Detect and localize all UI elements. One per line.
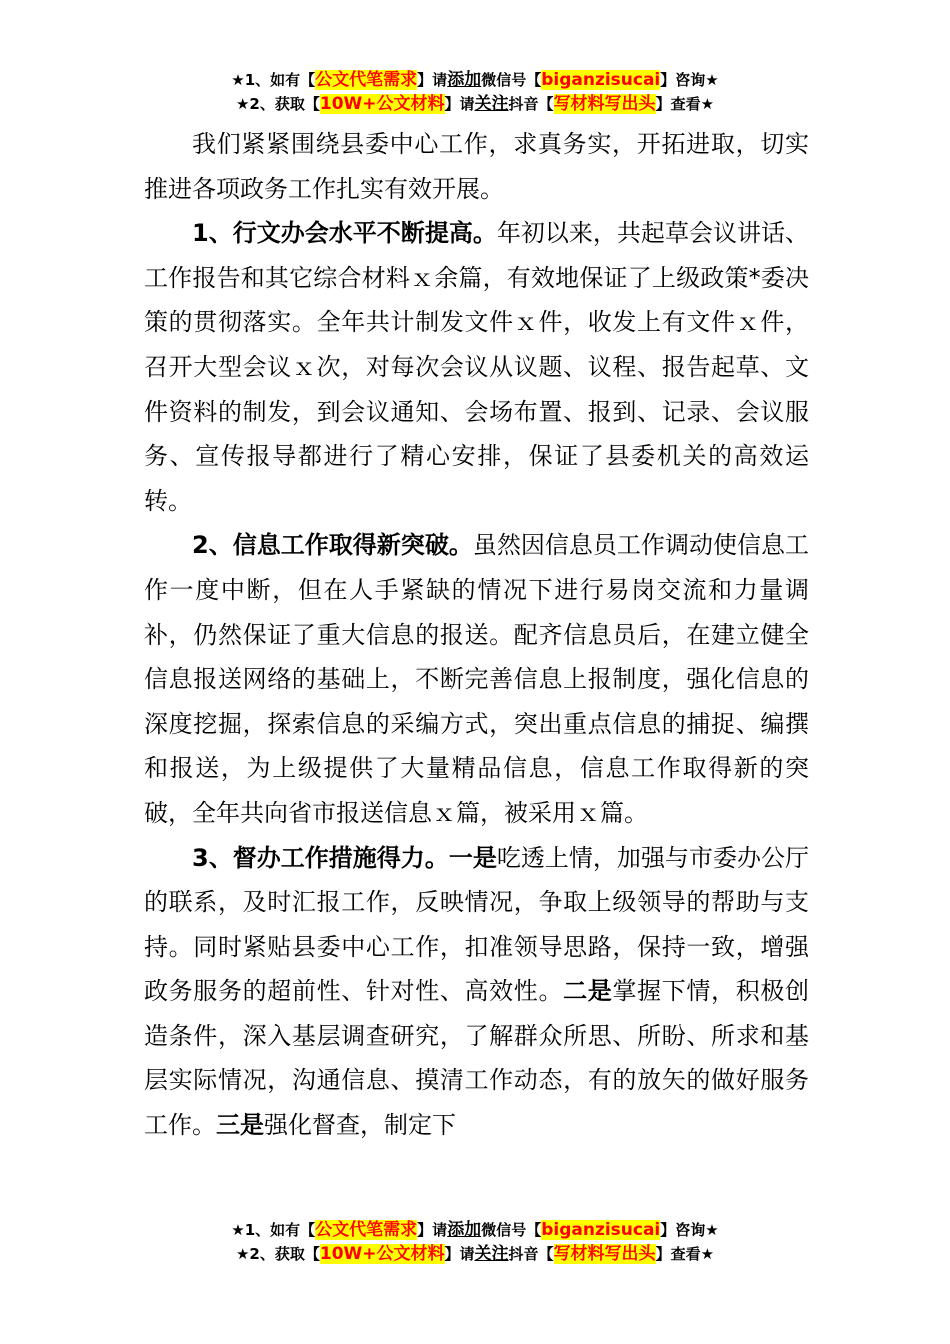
banner-text: ★1、如有【 bbox=[231, 1221, 316, 1239]
footer-banner bbox=[0, 1218, 950, 1266]
banner-highlight: biganzisucai bbox=[541, 1220, 661, 1240]
banner-text: 微信号【 bbox=[481, 1221, 542, 1239]
intro-paragraph: 我们紧紧围绕县委中心工作，求真务实，开拓进取，切实推进各项政务工作扎实有效开展。 bbox=[144, 130, 809, 203]
paragraph-text: 虽然因信息员工作调动使信息工作一度中断，但在人手紧缺的情况下进行易岗交流和力量调补，仍然保证了重大信息的报送。配齐信息员后，在建立健全信息报送网络的基础上，不断完善信息上报制度，强化信息的深度挖掘，探索信息的采编方式，突出重点信息的捕捉、编撰和报送，为上级提供了大量精品信息，信息工作取得新的突破，全年共向省市报送信息ｘ篇，被采用ｘ篇。 bbox=[144, 531, 809, 827]
banner-text: 】咨询★ bbox=[660, 71, 719, 89]
paragraph-2 bbox=[144, 523, 809, 835]
lead-phrase: 三是 bbox=[216, 1111, 264, 1140]
paragraph-heading: 3、督办工作措施得力。 bbox=[192, 843, 449, 872]
document-body bbox=[144, 122, 809, 1148]
banner-text: ★1、如有【 bbox=[231, 71, 316, 89]
paragraph-text: 吃透上情，加强与市委办公厅的联系，及时汇报工作，反映情况，争取上级领导的帮助与支持。同时紧贴县委中心工作，扣准领导思路，保持一致，增强政务服务的超前性、针对性、高效性。 bbox=[144, 843, 810, 1006]
paragraph-1 bbox=[144, 211, 809, 523]
paragraph-heading: 2、信息工作取得新突破。 bbox=[192, 531, 473, 560]
lead-phrase: 一是 bbox=[448, 843, 497, 872]
paragraph-3 bbox=[144, 836, 809, 1148]
banner-highlight: 10W+公文材料 bbox=[319, 94, 445, 114]
banner-highlight: 公文代笔需求 bbox=[315, 70, 418, 90]
paragraph-heading: 1、行文办会水平不断提高。 bbox=[192, 219, 497, 248]
banner-line-1 bbox=[0, 1218, 950, 1242]
banner-text: 微信号【 bbox=[481, 71, 542, 89]
banner-text: 】请 bbox=[417, 1221, 448, 1239]
banner-text: 】查看★ bbox=[655, 95, 715, 113]
banner-underline: 添加 bbox=[447, 70, 482, 90]
banner-highlight: biganzisucai bbox=[541, 70, 661, 90]
banner-line-2 bbox=[0, 1242, 950, 1266]
banner-text: 】查看★ bbox=[655, 1245, 715, 1263]
banner-line-1 bbox=[0, 68, 950, 92]
banner-text: 】咨询★ bbox=[660, 1221, 719, 1239]
banner-text: 】请 bbox=[444, 95, 475, 113]
banner-text: 】请 bbox=[444, 1245, 475, 1263]
lead-phrase: 二是 bbox=[563, 977, 613, 1006]
banner-text: 抖音【 bbox=[508, 1245, 554, 1263]
banner-highlight: 写材料写出头 bbox=[553, 1244, 656, 1264]
banner-text: ★2、获取【 bbox=[235, 1245, 320, 1263]
header-banner bbox=[0, 68, 950, 116]
banner-highlight: 写材料写出头 bbox=[553, 94, 656, 114]
banner-highlight: 10W+公文材料 bbox=[319, 1244, 445, 1264]
paragraph-text: 年初以来，共起草会议讲话、工作报告和其它综合材料ｘ余篇，有效地保证了上级政策*委决策的贯彻落实。全年共计制发文件ｘ件，收发上有文件ｘ件，召开大型会议ｘ次，对每次会议从议题、议程、报告起草、文件资料的制发，到会议通知、会场布置、报到、记录、会议服务、宣传报导都进行了精心安排，保证了县委机关的高效运转。 bbox=[144, 219, 810, 515]
paragraph-text: 强化督查，制定下 bbox=[264, 1111, 456, 1140]
banner-text: 】请 bbox=[417, 71, 448, 89]
paragraph-text: 掌握下情，积极创造条件，深入基层调查研究，了解群众所思、所盼、所求和基层实际情况，沟通信息、摸清工作动态，有的放矢的做好服务工作。 bbox=[144, 977, 810, 1140]
banner-line-2 bbox=[0, 92, 950, 116]
banner-text: ★2、获取【 bbox=[235, 95, 320, 113]
banner-underline: 关注 bbox=[474, 1244, 509, 1264]
banner-underline: 添加 bbox=[447, 1220, 482, 1240]
banner-highlight: 公文代笔需求 bbox=[315, 1220, 418, 1240]
banner-text: 抖音【 bbox=[508, 95, 554, 113]
banner-underline: 关注 bbox=[474, 94, 509, 114]
